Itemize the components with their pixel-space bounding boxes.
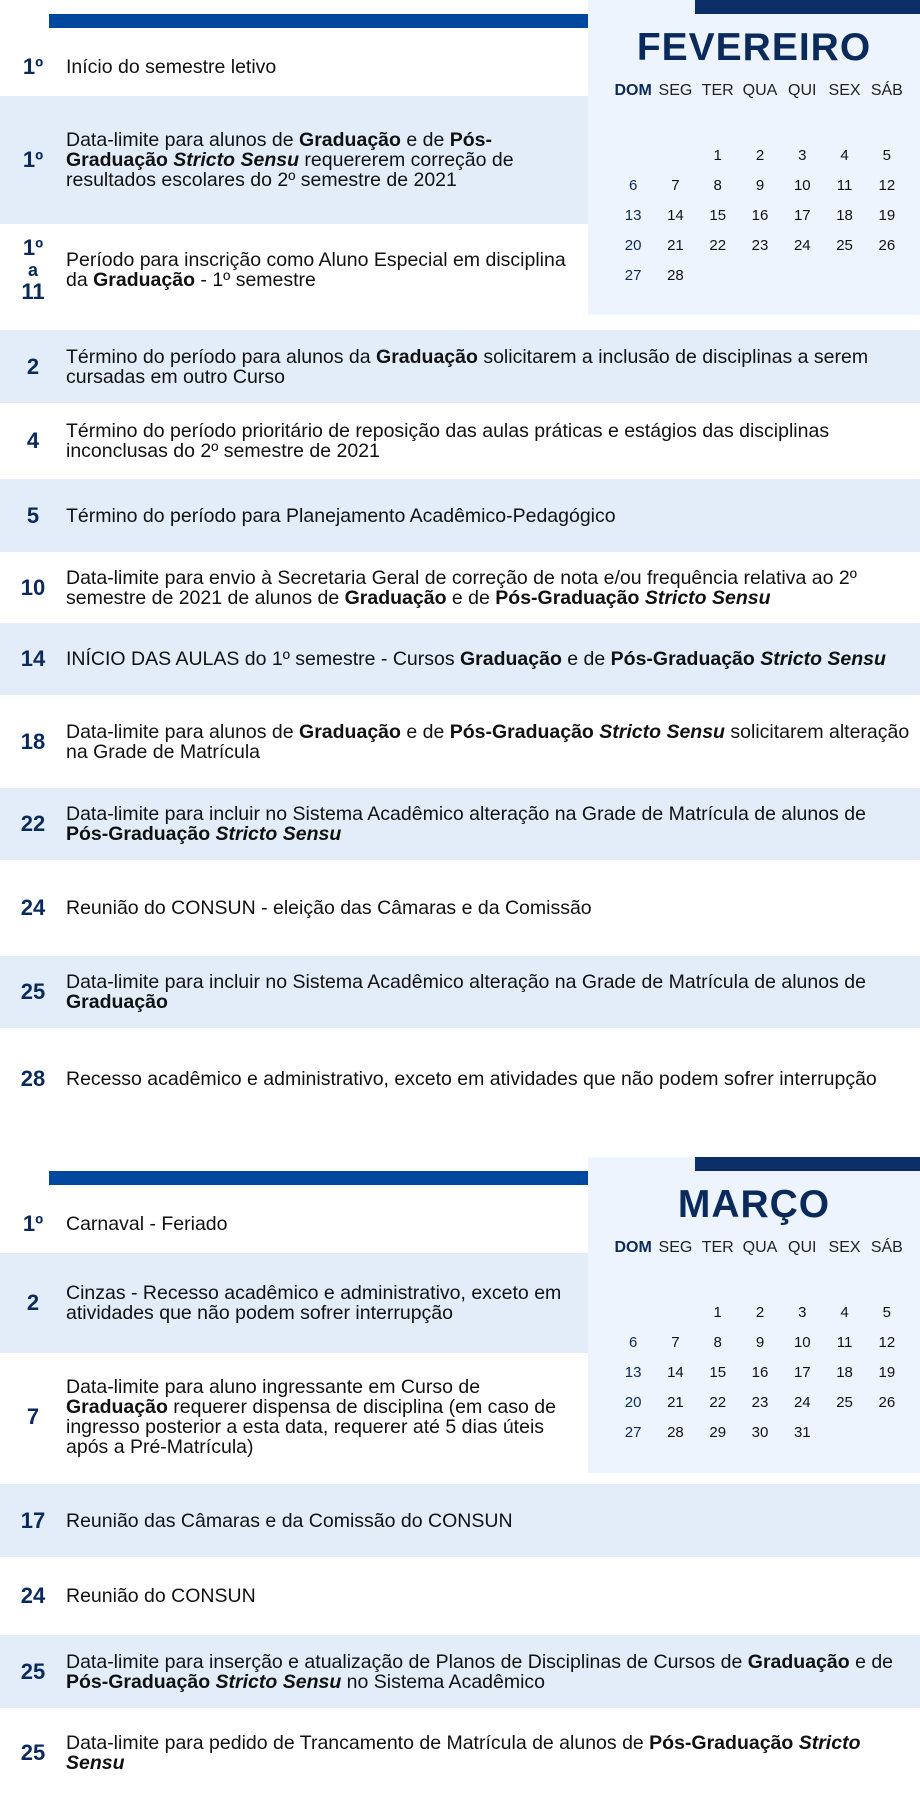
weekday-label: SEG [658,82,693,99]
event-day: 1º [22,54,44,79]
event-row [0,1028,920,1130]
calendar-day: 14 [667,1364,684,1381]
event-row [0,1253,588,1353]
weekday-label: SEG [658,1239,693,1256]
event-description: Reunião do CONSUN - eleição das Câmaras e da Comissão [66,897,592,919]
event-row [0,695,920,788]
event-row [0,224,588,315]
calendar-day: 22 [709,237,727,254]
weekday-label: TER [701,1239,734,1256]
calendar-day: 6 [628,1334,638,1351]
calendar-day: 20 [624,1394,642,1411]
calendar-day: 3 [798,147,807,164]
event-row [0,552,920,623]
calendar-day [612,141,654,171]
event-description: Data-limite para alunos de Graduação e de Pós-Graduação Stricto Sensu solicitarem alteração na Grade de Matrícula [66,720,910,763]
event-description: Período para inscrição como Aluno Especial em disciplina da Graduação - 1º semestre [66,248,566,291]
calendar-day: 12 [878,1334,896,1351]
event-row [0,38,588,96]
event-description: Reunião das Câmaras e da Comissão do CONSUN [66,1509,513,1532]
calendar-day: 26 [878,237,896,254]
event-row [0,1484,920,1557]
calendar-day: 27 [624,267,642,284]
calendar-day: 12 [878,177,896,194]
month-calendar [588,1157,920,1473]
calendar-day [612,1298,654,1328]
calendar-day: 11 [836,177,853,194]
calendar-day: 17 [793,207,811,224]
month-calendar [588,0,920,315]
event-day: 1º [22,147,44,172]
month-title: FEVEREIRO [636,26,872,69]
calendar-day: 8 [713,1334,722,1351]
event-day: 24 [20,895,46,920]
event-day: 25 [20,979,46,1004]
calendar-day: 25 [836,237,853,254]
calendar-day: 13 [624,207,642,224]
event-row [0,1353,588,1481]
event-description: Término do período prioritário de reposição das aulas práticas e estágios das disciplinas inconclusas do 2º semestre de 2021 [66,420,830,462]
calendar-day: 27 [624,1424,642,1441]
calendar-day: 17 [793,1364,811,1381]
calendar-day: 6 [628,177,638,194]
calendar-day: 28 [667,267,684,284]
event-row [0,1635,920,1708]
event-description: Carnaval - Feriado [66,1213,228,1235]
event-description: Data-limite para alunos de Graduação e de Pós-Graduação Stricto Sensu requererem correção de resultados escolares do 2º semestre de 2021 [66,129,514,191]
calendar-day: 1 [713,1304,722,1321]
calendar-day: 29 [709,1424,727,1441]
calendar-day [866,1418,908,1448]
calendar-day: 9 [755,1334,765,1351]
event-row [0,1557,920,1635]
event-description: Término do período para Planejamento Acadêmico-Pedagógico [66,504,616,527]
weekday-header [612,82,908,100]
calendar-day: 10 [793,177,811,194]
calendar-day: 14 [667,207,684,224]
event-row [0,330,920,403]
calendar-day [739,261,781,291]
weekday-label: SEX [828,1239,861,1256]
event-description: Data-limite para aluno ingressante em Curso de Graduação requerer dispensa de disciplina (em caso de ingresso posterior a esta data, requerer até 5 dias úteis após a Pré-Matrícula) [66,1376,556,1458]
calendar-day: 5 [882,147,892,164]
event-row [0,860,920,956]
calendar-day: 18 [836,1364,853,1381]
calendar-day: 15 [709,1364,727,1381]
calendar-day: 4 [840,1304,849,1321]
event-description: INÍCIO DAS AULAS do 1º semestre - Cursos Graduação e de Pós-Graduação Stricto Sensu [66,648,886,670]
header-bar [49,1171,634,1185]
event-day: 18 [20,728,46,754]
weekday-label: QUI [788,82,817,99]
event-day: 14 [20,646,46,671]
event-description: Data-limite para envio à Secretaria Geral de correção de nota e/ou frequência relativa ao 2º semestre de 2021 de alunos de Graduação e de Pós-Graduação Stricto Sensu [66,566,857,609]
calendar-day: 11 [836,1334,853,1351]
event-row [0,1195,588,1253]
calendar-day: 15 [709,207,727,224]
event-description: Data-limite para incluir no Sistema Acadêmico alteração na Grade de Matrícula de alunos de Graduação [66,971,866,1013]
weekday-label: DOM [614,82,652,99]
event-day: 25 [20,1740,46,1765]
header-bar [49,14,634,28]
event-day: 7 [26,1404,40,1429]
event-row [0,623,920,695]
weekday-label: DOM [614,1239,652,1256]
event-day: 24 [20,1583,46,1608]
calendar-day: 1 [713,147,722,164]
event-row [0,403,920,479]
event-day: 1º a 11 [21,234,45,304]
calendar-day [823,261,865,291]
weekday-label: TER [701,82,734,99]
calendar-day: 28 [667,1424,684,1441]
event-description: Recesso acadêmico e administrativo, exceto em atividades que não podem sofrer interrupção [66,1068,877,1090]
event-description: Data-limite para incluir no Sistema Acadêmico alteração na Grade de Matrícula de alunos de Pós-Graduação Stricto Sensu [66,803,866,845]
month-title: MARÇO [677,1183,831,1226]
calendar-day: 16 [751,1364,769,1381]
event-row [0,96,588,224]
calendar-day [823,1418,865,1448]
calendar-day: 21 [667,237,684,254]
event-day: 1º [22,1211,44,1236]
event-description: Término do período para alunos da Graduação solicitarem a inclusão de disciplinas a serem cursadas em outro Curso [66,345,869,388]
event-description: Data-limite para pedido de Trancamento de Matrícula de alunos de Pós-Graduação Stricto Sensu [66,1732,861,1774]
weekday-header [612,1239,908,1257]
event-row [0,788,920,860]
calendar-day: 13 [624,1364,642,1381]
calendar-day: 22 [709,1394,727,1411]
event-day: 2 [26,353,40,379]
weekday-label: QUI [788,1239,817,1256]
event-day: 28 [20,1066,46,1091]
calendar-day [866,261,908,291]
calendar-day: 5 [882,1304,892,1321]
calendar-day: 8 [713,177,722,194]
calendar-day: 4 [840,147,849,164]
weekday-label: QUA [742,1239,778,1256]
calendar-day: 20 [624,237,642,254]
event-row [0,1708,920,1798]
event-description: Início do semestre letivo [66,56,277,78]
calendar-day: 23 [751,237,769,254]
calendar-day: 30 [751,1424,769,1441]
weekday-label: SÁB [870,1239,903,1256]
calendar-day: 7 [671,177,680,194]
calendar-day [654,1298,696,1328]
event-day: 5 [26,502,40,528]
calendar-day: 26 [878,1394,896,1411]
event-description: Reunião do CONSUN [66,1585,256,1607]
calendar-day: 9 [755,177,765,194]
calendar-day: 25 [836,1394,853,1411]
calendar-day: 10 [793,1334,811,1351]
calendar-day: 31 [793,1424,811,1441]
event-row [0,956,920,1028]
calendar-day [781,261,823,291]
event-description: Data-limite para inserção e atualização de Planos de Disciplinas de Cursos de Graduação e de Pós-Graduação Stricto Sensu no Sistema Acadêmico [66,1650,894,1693]
section-marco [0,1157,920,1798]
event-day: 10 [20,574,46,600]
calendar-day: 16 [751,207,769,224]
calendar-day: 24 [793,1394,811,1411]
event-day: 22 [20,811,46,836]
calendar-day: 21 [667,1394,684,1411]
calendar-day: 18 [836,207,853,224]
event-row [0,479,920,552]
calendar-grid [612,1298,908,1448]
event-day: 4 [26,428,40,453]
calendar-day: 7 [671,1334,680,1351]
calendar-day: 23 [751,1394,769,1411]
event-day: 25 [20,1658,46,1684]
calendar-corner-bar [695,0,920,14]
weekday-label: QUA [742,82,778,99]
weekday-label: SÁB [870,82,903,99]
event-description: Cinzas - Recesso acadêmico e administrativo, exceto em atividades que não podem sofrer interrupção [66,1282,562,1324]
calendar-day [697,261,739,291]
calendar-corner-bar [695,1157,920,1171]
event-day: 17 [20,1507,46,1533]
event-day: 2 [26,1290,40,1315]
calendar-day: 24 [793,237,811,254]
calendar-day [654,141,696,171]
weekday-label: SEX [828,82,861,99]
calendar-day: 2 [755,147,765,164]
calendar-day: 2 [755,1304,765,1321]
calendar-day: 19 [878,207,896,224]
calendar-day: 19 [878,1364,896,1381]
calendar-day: 3 [798,1304,807,1321]
calendar-grid [612,141,908,291]
